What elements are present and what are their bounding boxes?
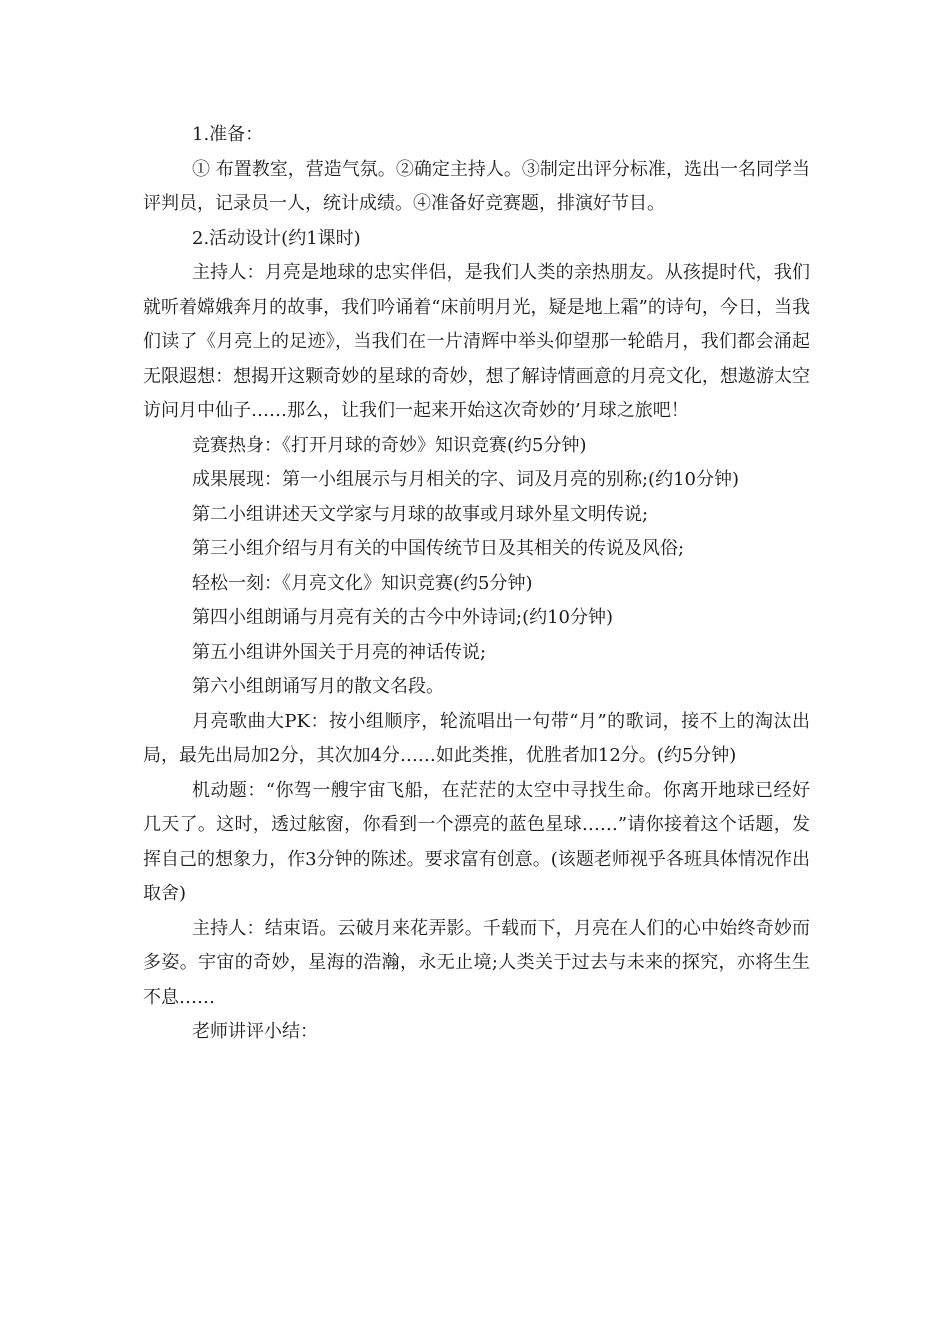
paragraph-group-4: 第四小组朗诵与月亮有关的古今中外诗词;(约10分钟): [192, 607, 614, 628]
paragraph-host-opening: 主持人：月亮是地球的忠实伴侣，是我们人类的亲热朋友。从孩提时代，我们就听着嫦娥奔月的故事，我们吟诵着“床前明月光，疑是地上霜”的诗句，今日，当我们读了《月亮上的足迹》，当我们在一片清辉中举头仰望那一轮皓月，我们都会涌起无限遐想：想揭开这颗奇妙的星球的奇妙，想了解诗情画意的月亮文化，想遨游太空访问月中仙子……那么，让我们一起来开始这次奇妙的’月球之旅吧！: [143, 262, 810, 421]
paragraph-song-pk: 月亮歌曲大PK：按小组顺序，轮流唱出一句带“月”的歌词，接不上的淘汰出局，最先出局加2分，其次加4分……如此类推，优胜者加12分。(约5分钟): [143, 710, 810, 766]
paragraph-results-group-1: 成果展现：第一小组展示与月相关的字、词及月亮的别称;(约10分钟): [192, 469, 740, 490]
paragraph-group-6: 第六小组朗诵写月的散文名段。: [192, 676, 444, 697]
paragraph-flexible-topic: 机动题：“你驾一艘宇宙飞船，在茫茫的太空中寻找生命。你离开地球已经好几天了。这时，透过舷窗，你看到一个漂亮的蓝色星球……”请你接着这个话题，发挥自己的想象力，作3分钟的陈述。要求富有创意。(该题老师视乎各班具体情况作出取舍): [143, 779, 810, 904]
paragraph-group-2: 第二小组讲述天文学家与月球的故事或月球外星文明传说;: [192, 503, 649, 525]
paragraph-group-5: 第五小组讲外国关于月亮的神话传说;: [192, 641, 487, 663]
paragraph-teacher-summary: 老师讲评小结：: [192, 1021, 318, 1042]
paragraph-relax-quiz: 轻松一刻：《月亮文化》知识竞赛(约5分钟): [192, 572, 533, 594]
paragraph-warmup-quiz: 竞赛热身：《打开月球的奇妙》知识竞赛(约5分钟): [192, 434, 587, 456]
document-body: [143, 118, 810, 1050]
paragraph-activity-design-heading: 2.活动设计(约1课时): [192, 227, 361, 249]
paragraph-host-closing: 主持人：结束语。云破月来花弄影。千载而下，月亮在人们的心中始终奇妙而多姿。宇宙的奇妙，星海的浩瀚，永无止境;人类关于过去与未来的探究，亦将生生不息……: [143, 917, 810, 1008]
paragraph-preparation-steps: ① 布置教室，营造气氛。②确定主持人。③制定出评分标准，选出一名同学当评判员，记录员一人，统计成绩。④准备好竞赛题，排演好节目。: [143, 158, 810, 214]
paragraph-preparation-heading: 1.准备：: [192, 124, 264, 145]
paragraph-group-3: 第三小组介绍与月有关的中国传统节日及其相关的传说及风俗;: [192, 538, 685, 559]
